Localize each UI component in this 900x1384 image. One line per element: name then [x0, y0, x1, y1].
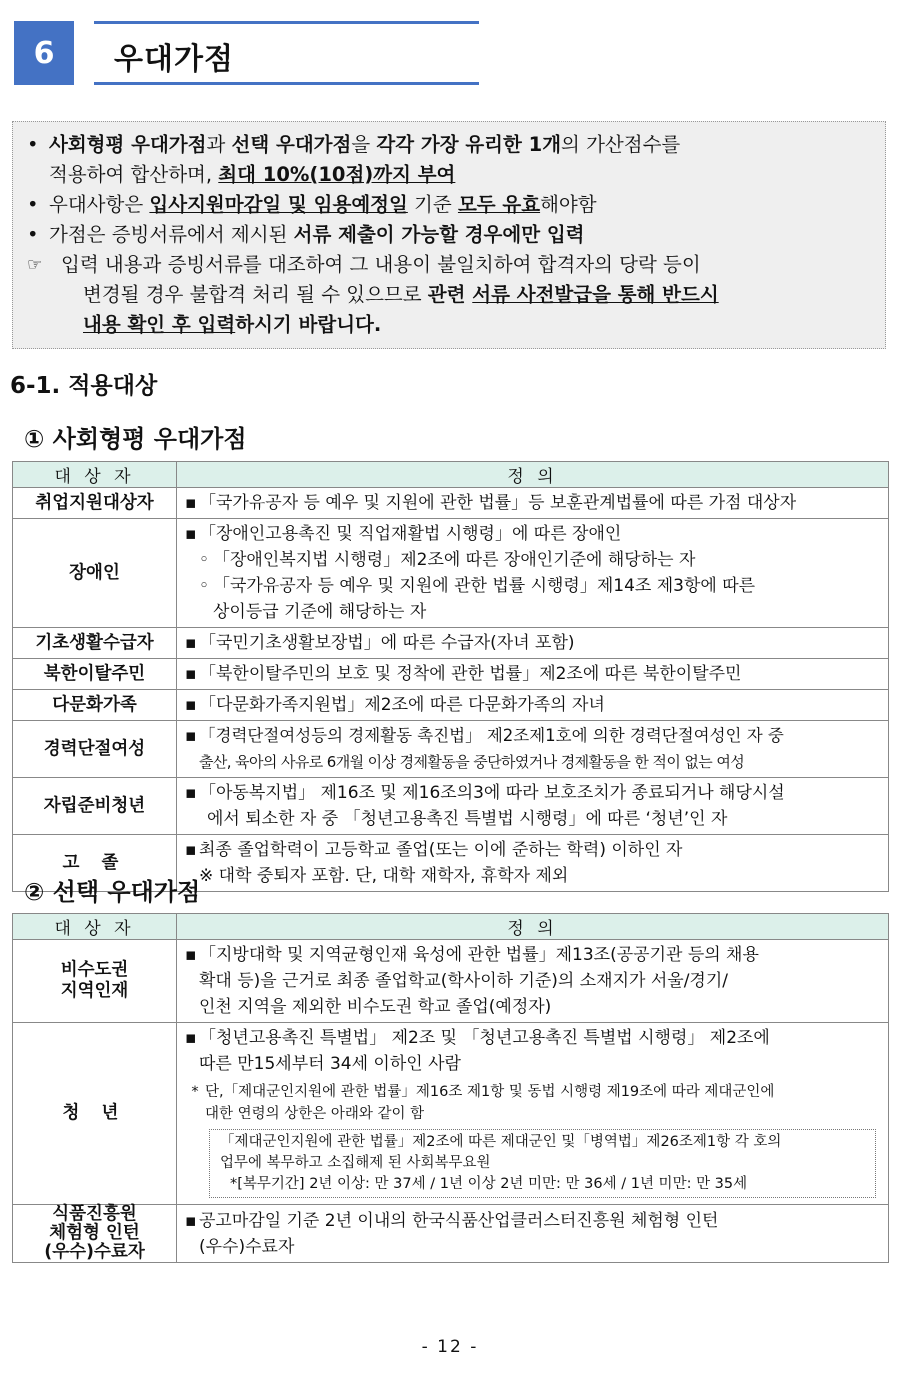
column-header-definition: 정 의	[177, 914, 889, 940]
square-bullet-icon: ▪	[185, 633, 197, 653]
definition-text: 「장애인복지법 시행령」제2조에 따른 장애인기준에 해당하는 자	[213, 550, 696, 570]
notice-text: 관련	[427, 283, 473, 306]
bullet-dot-icon: •	[27, 133, 39, 156]
notice-text: 해야함	[540, 193, 597, 216]
square-bullet-icon: ▪	[185, 726, 197, 746]
notice-text: 입사지원마감일 및 임용예정일	[149, 193, 408, 216]
definition-text: 「경력단절여성등의 경제활동 촉진법」 제2조제1호에 의한 경력단절여성인 자 중	[199, 726, 784, 745]
notice-bullet-1-cont	[27, 160, 871, 190]
row-definition	[177, 659, 889, 690]
square-bullet-icon: ▪	[185, 524, 197, 544]
notice-text: 서류 제출이 가능할 경우에만 입력	[293, 223, 585, 246]
column-header-target: 대 상 자	[13, 462, 177, 488]
row-definition	[177, 940, 889, 1023]
table-row	[13, 628, 889, 659]
row-definition	[177, 1023, 889, 1205]
table-header-row	[13, 914, 889, 940]
circle-bullet-icon: ◦	[199, 576, 210, 596]
box-text: 업무에 복무하고 소집해제 된 사회복무요원	[220, 1155, 491, 1171]
box-text: 「제대군인지원에 관한 법률」제2조에 따른 제대군인 및「병역법」제26조제1항 각 호의	[220, 1134, 782, 1150]
row-label: 기초생활수급자	[13, 628, 177, 659]
square-bullet-icon: ▪	[185, 783, 197, 803]
notice-text: 모두 유효	[457, 193, 541, 216]
notice-text: 우대사항은	[49, 193, 150, 216]
definition-text: 최종 졸업학력이 고등학교 졸업(또는 이에 준하는 학력) 이하인 자	[199, 840, 683, 860]
notice-pointer-cont	[27, 280, 871, 310]
notice-bullet-3	[27, 220, 871, 250]
social-heading: ① 사회형평 우대가점	[24, 425, 247, 453]
notice-pointer	[27, 250, 871, 280]
row-label-text: 식품진흥원	[52, 1204, 137, 1224]
table-row	[13, 721, 889, 778]
definition-text: 「국민기초생활보장법」에 따른 수급자(자녀 포함)	[199, 633, 575, 653]
definition-text: 확대 등)을 근거로 최종 졸업학교(학사이하 기준)의 소재지가 서울/경기/	[199, 971, 728, 991]
notice-text: 입력 내용과 증빙서류를 대조하여 그 내용이 불일치하여 합격자의 당락 등이	[61, 253, 701, 276]
row-label-text: (우수)수료자	[44, 1242, 145, 1262]
row-definition	[177, 628, 889, 659]
row-definition	[177, 721, 889, 778]
row-label: 장애인	[13, 519, 177, 628]
square-bullet-icon: ▪	[185, 695, 197, 715]
row-label-text: 비수도권	[60, 960, 129, 980]
veteran-age-box	[209, 1129, 876, 1198]
definition-text: 상이등급 기준에 해당하는 자	[213, 602, 427, 622]
definition-text: 출산, 육아의 사유로 6개월 이상 경제활동을 중단하였거나 경제활동을 한 적이 없는 여성	[199, 753, 745, 771]
definition-text: 에서 퇴소한 자 중 「청년고용촉진 특별법 시행령」에 따른 ‘청년’인 자	[207, 809, 728, 829]
bullet-dot-icon: •	[27, 193, 39, 216]
notice-text: 사회형평 우대가점	[49, 133, 207, 156]
row-definition	[177, 778, 889, 835]
table-row	[13, 778, 889, 835]
section-title: 우대가점	[114, 42, 234, 77]
select-heading: ② 선택 우대가점	[24, 878, 201, 906]
table-row	[13, 488, 889, 519]
row-label-text: 체험형 인턴	[49, 1223, 140, 1243]
subsection-title: 6-1. 적용대상	[10, 373, 158, 399]
notice-text: 서류 사전발급을 통해 반드시	[472, 283, 719, 306]
notice-pointer-cont	[27, 310, 871, 340]
column-header-definition: 정 의	[177, 462, 889, 488]
definition-text: ※ 대학 중퇴자 포함. 단, 대학 재학자, 휴학자 제외	[199, 866, 569, 886]
page-number: - 12 -	[421, 1337, 479, 1357]
row-label: 경력단절여성	[13, 721, 177, 778]
note-text: 대한 연령의 상한은 아래와 같이 함	[205, 1106, 425, 1122]
table-row	[13, 940, 889, 1023]
definition-text: 「아동복지법」 제16조 및 제16조의3에 따라 보호조치가 종료되거나 해당시설	[199, 783, 785, 803]
notice-text: 각각 가장 유리한 1개	[376, 133, 562, 156]
row-label	[13, 1205, 177, 1263]
notice-text: 과	[206, 133, 232, 156]
notice-text: 변경될 경우 불합격 처리 될 수 있으므로	[83, 283, 428, 306]
row-label	[13, 1023, 177, 1205]
notice-text: 기준	[407, 193, 458, 216]
row-label: 자립준비청년	[13, 778, 177, 835]
square-bullet-icon: ▪	[185, 493, 197, 513]
definition-text: 「장애인고용촉진 및 직업재활법 시행령」에 따른 장애인	[199, 524, 622, 544]
section-title-box	[94, 21, 479, 85]
note-text: 단,「제대군인지원에 관한 법률」제16조 제1항 및 동법 시행령 제19조에 따라 제대군인에	[205, 1084, 775, 1100]
pointing-hand-icon: ☞	[27, 255, 43, 275]
row-label	[13, 940, 177, 1023]
definition-text: (우수)수료자	[199, 1236, 295, 1257]
square-bullet-icon: ▪	[185, 664, 197, 684]
notice-bullet-2	[27, 190, 871, 220]
table-row	[13, 659, 889, 690]
notice-text: 최대 10%(10점)까지 부여	[218, 163, 456, 186]
square-bullet-icon: ▪	[185, 945, 197, 965]
row-label: 다문화가족	[13, 690, 177, 721]
table-row	[13, 519, 889, 628]
row-label: 북한이탈주민	[13, 659, 177, 690]
notice-box	[12, 121, 886, 349]
definition-text: 「다문화가족지원법」제2조에 따른 다문화가족의 자녀	[199, 695, 605, 715]
row-definition	[177, 1205, 889, 1263]
definition-text: 인천 지역을 제외한 비수도권 학교 졸업(예정자)	[199, 997, 552, 1017]
definition-text: 「북한이탈주민의 보호 및 정착에 관한 법률」제2조에 따른 북한이탈주민	[199, 664, 742, 684]
notice-bullet-1	[27, 130, 871, 160]
section-header	[14, 21, 484, 85]
box-text: *[복무기간] 2년 이상: 만 37세 / 1년 이상 2년 미만: 만 36세 / 1년 미만: 만 35세	[230, 1176, 748, 1192]
notice-text: 선택 우대가점	[231, 133, 352, 156]
row-definition	[177, 488, 889, 519]
select-table	[12, 913, 889, 1263]
notice-text: 내용 확인 후 입력	[83, 313, 236, 336]
row-label-text: 청 년	[62, 1103, 127, 1123]
table-header-row	[13, 462, 889, 488]
asterisk-icon: *	[191, 1084, 199, 1100]
bullet-dot-icon: •	[27, 223, 39, 246]
square-bullet-icon: ▪	[185, 840, 197, 860]
table-row	[13, 1023, 889, 1205]
notice-text: 의 가산점수를	[561, 133, 681, 156]
notice-text: 가점은 증빙서류에서 제시된	[49, 223, 294, 246]
table-row	[13, 1205, 889, 1263]
definition-text: 「국가유공자 등 예우 및 지원에 관한 법률 시행령」제14조 제3항에 따른	[213, 576, 756, 596]
notice-text: 을	[351, 133, 377, 156]
definition-text: 공고마감일 기준 2년 이내의 한국식품산업클러스터진흥원 체험형 인턴	[199, 1210, 719, 1231]
notice-text: 하시기 바랍니다.	[235, 313, 382, 336]
notice-text: 적용하여 합산하며,	[49, 163, 219, 186]
row-definition	[177, 519, 889, 628]
social-table	[12, 461, 889, 892]
definition-text: 「국가유공자 등 예우 및 지원에 관한 법률」등 보훈관계법률에 따른 가점 대상자	[199, 493, 797, 513]
definition-text: 따른 만15세부터 34세 이하인 사람	[199, 1054, 461, 1074]
row-label: 취업지원대상자	[13, 488, 177, 519]
column-header-target: 대 상 자	[13, 914, 177, 940]
square-bullet-icon: ▪	[185, 1210, 197, 1231]
definition-text: 「지방대학 및 지역균형인재 육성에 관한 법률」제13조(공공기관 등의 채용	[199, 945, 759, 965]
circle-bullet-icon: ◦	[199, 550, 210, 570]
section-number: 6	[14, 21, 74, 85]
table-row	[13, 690, 889, 721]
square-bullet-icon: ▪	[185, 1028, 197, 1048]
row-definition	[177, 690, 889, 721]
row-definition	[177, 835, 889, 892]
row-label-text: 고 졸	[62, 852, 127, 873]
definition-text: 「청년고용촉진 특별법」 제2조 및 「청년고용촉진 특별법 시행령」 제2조에	[199, 1028, 770, 1048]
row-label-text: 지역인재	[60, 981, 129, 1001]
